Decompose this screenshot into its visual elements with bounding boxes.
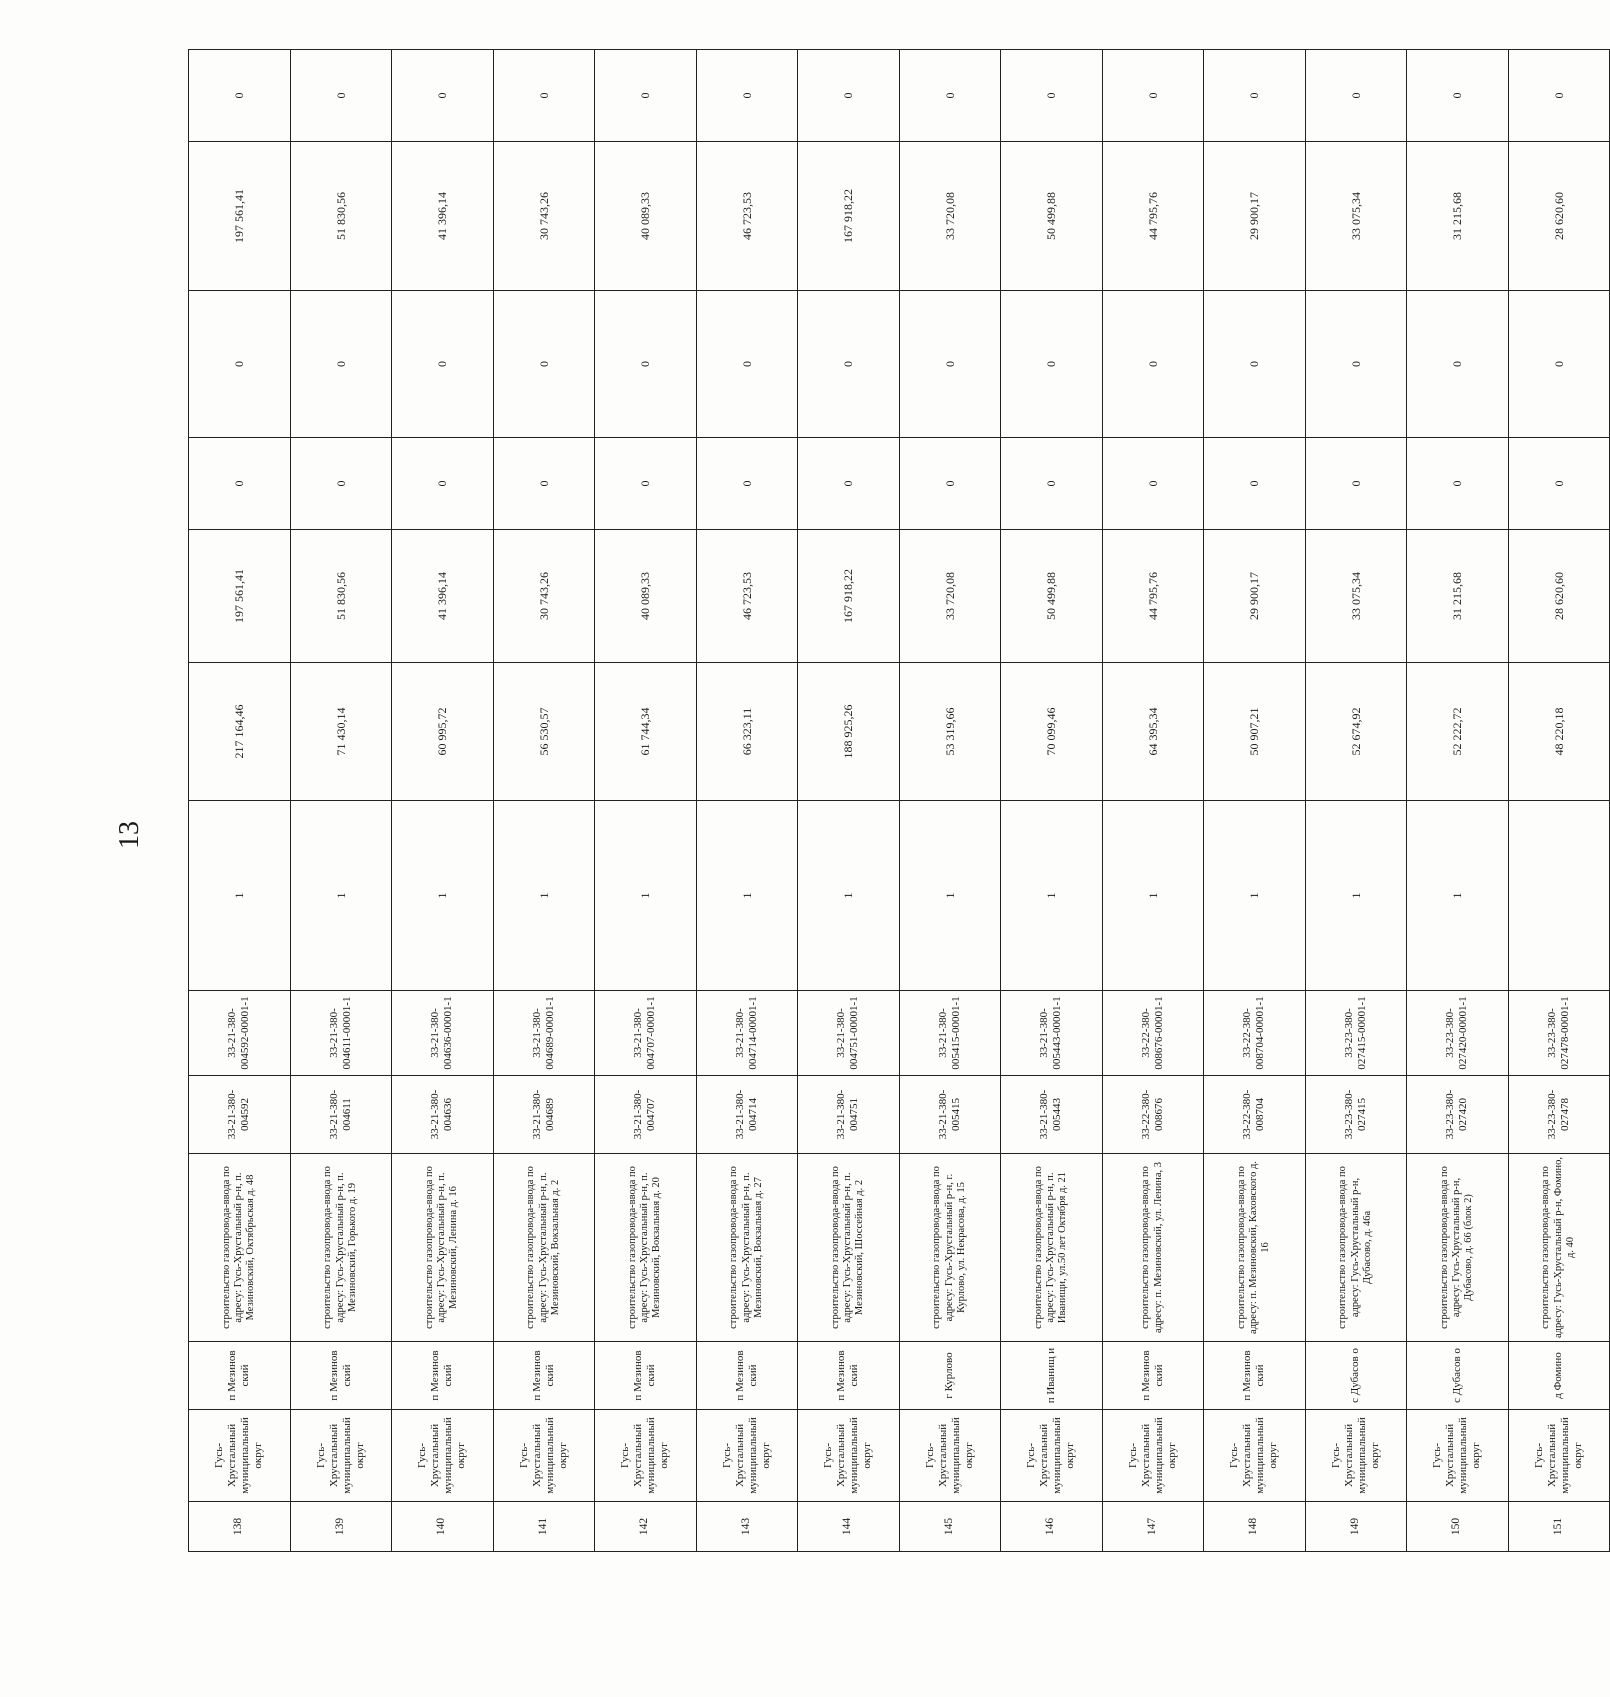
zero-cell-3: 0 xyxy=(899,50,1001,142)
total-cost-cell: 70 099,46 xyxy=(1001,663,1103,801)
locality-cell: п Мезинов ский xyxy=(798,1342,900,1410)
zero-cell-2: 0 xyxy=(899,291,1001,438)
zero-cell-3: 0 xyxy=(1102,50,1204,142)
amount-cell: 29 900,17 xyxy=(1204,530,1306,663)
total-cost-cell: 48 220,18 xyxy=(1508,663,1610,801)
amount-repeat-cell: 41 396,14 xyxy=(392,142,494,291)
object-id-cell: 33-21-380-005443-00001-1 xyxy=(1001,991,1103,1076)
zero-cell-1: 0 xyxy=(696,438,798,530)
amount-repeat-cell: 51 830,56 xyxy=(290,142,392,291)
locality-cell: г Курлово xyxy=(899,1342,1001,1410)
work-description-cell: строительство газопровода-ввода по адресу: Гусь-Хрустальный р-н, п. Мезиновский, Ленина д. 16 xyxy=(392,1154,494,1342)
zero-cell-1: 0 xyxy=(899,438,1001,530)
locality-cell: п Мезинов ский xyxy=(595,1342,697,1410)
table-row xyxy=(1102,50,1204,1552)
district-cell: Гусь-Хрустальный муниципальный округ xyxy=(1102,1410,1204,1502)
work-description-cell: строительство газопровода-ввода по адресу: Гусь-Хрустальный р-н, п. Мезиновский, Вокзальная д. 2 xyxy=(493,1154,595,1342)
zero-cell-3: 0 xyxy=(290,50,392,142)
table-row xyxy=(189,50,291,1552)
zero-cell-3: 0 xyxy=(1407,50,1509,142)
object-id-cell: 33-22-380-008676-00001-1 xyxy=(1102,991,1204,1076)
code-cell: 33-21-380-005443 xyxy=(1001,1076,1103,1154)
quantity-cell: 1 xyxy=(899,801,1001,991)
work-description-cell: строительство газопровода-ввода по адресу: Гусь-Хрустальный р-н, п. Мезиновский, Вокзальная д. 27 xyxy=(696,1154,798,1342)
rotated-table-wrapper xyxy=(188,92,1610,1552)
district-cell: Гусь-Хрустальный муниципальный округ xyxy=(1508,1410,1610,1502)
amount-cell: 50 499,88 xyxy=(1001,530,1103,663)
work-description-cell: строительство газопровода-ввода по адресу: Гусь-Хрустальный р-н, п. Мезиновский, Октябрьская д. 48 xyxy=(189,1154,291,1342)
page-number: 13 xyxy=(114,821,145,849)
amount-repeat-cell: 46 723,53 xyxy=(696,142,798,291)
total-cost-cell: 53 319,66 xyxy=(899,663,1001,801)
work-description-cell: строительство газопровода-ввода по адресу: Гусь-Хрустальный р-н, Фомино, д. 40 xyxy=(1508,1154,1610,1342)
locality-cell: п Мезинов ский xyxy=(392,1342,494,1410)
table-row xyxy=(595,50,697,1552)
row-number: 139 xyxy=(290,1502,392,1552)
table-row xyxy=(493,50,595,1552)
code-cell: 33-21-380-004707 xyxy=(595,1076,697,1154)
work-description-cell: строительство газопровода-ввода по адресу: п. Мезиновский, ул. Ленина, 3 xyxy=(1102,1154,1204,1342)
district-cell: Гусь-Хрустальный муниципальный округ xyxy=(392,1410,494,1502)
zero-cell-3: 0 xyxy=(798,50,900,142)
amount-cell: 28 620,60 xyxy=(1508,530,1610,663)
row-number: 147 xyxy=(1102,1502,1204,1552)
zero-cell-3: 0 xyxy=(1305,50,1407,142)
amount-cell: 44 795,76 xyxy=(1102,530,1204,663)
quantity-cell: 1 xyxy=(1407,801,1509,991)
object-id-cell: 33-21-380-004707-00001-1 xyxy=(595,991,697,1076)
code-cell: 33-22-380-008704 xyxy=(1204,1076,1306,1154)
work-description-cell: строительство газопровода-ввода по адресу: Гусь-Хрустальный р-н, п. Мезиновский, Шоссейная д. 2 xyxy=(798,1154,900,1342)
quantity-cell: 1 xyxy=(595,801,697,991)
zero-cell-1: 0 xyxy=(1102,438,1204,530)
total-cost-cell: 188 925,26 xyxy=(798,663,900,801)
locality-cell: п Мезинов ский xyxy=(1102,1342,1204,1410)
zero-cell-1: 0 xyxy=(1204,438,1306,530)
code-cell: 33-21-380-004636 xyxy=(392,1076,494,1154)
district-cell: Гусь-Хрустальный муниципальный округ xyxy=(1001,1410,1103,1502)
amount-cell: 33 075,34 xyxy=(1305,530,1407,663)
quantity-cell: 1 xyxy=(1305,801,1407,991)
zero-cell-2: 0 xyxy=(1102,291,1204,438)
table-row xyxy=(696,50,798,1552)
row-number: 138 xyxy=(189,1502,291,1552)
work-description-cell: строительство газопровода-ввода по адресу: Гусь-Хрустальный р-н, Дубасово, д. 46а xyxy=(1305,1154,1407,1342)
quantity-cell: 1 xyxy=(798,801,900,991)
work-description-cell: строительство газопровода-ввода по адресу: Гусь-Хрустальный р-н, г. Курлово, ул. Некрасова, д. 15 xyxy=(899,1154,1001,1342)
total-cost-cell: 71 430,14 xyxy=(290,663,392,801)
amount-cell: 40 089,33 xyxy=(595,530,697,663)
quantity-cell: 1 xyxy=(392,801,494,991)
district-cell: Гусь-Хрустальный муниципальный округ xyxy=(493,1410,595,1502)
row-number: 141 xyxy=(493,1502,595,1552)
object-id-cell: 33-23-380-027478-00001-1 xyxy=(1508,991,1610,1076)
table-row xyxy=(1001,50,1103,1552)
zero-cell-2: 0 xyxy=(1001,291,1103,438)
zero-cell-2: 0 xyxy=(493,291,595,438)
zero-cell-3: 0 xyxy=(493,50,595,142)
row-number: 146 xyxy=(1001,1502,1103,1552)
quantity-cell xyxy=(1508,801,1610,991)
table-row xyxy=(290,50,392,1552)
work-description-cell: строительство газопровода-ввода по адресу: Гусь-Хрустальный р-н, п. Иванищи, ул.50 лет Октября д. 21 xyxy=(1001,1154,1103,1342)
object-id-cell: 33-22-380-008704-00001-1 xyxy=(1204,991,1306,1076)
locality-cell: п Мезинов ский xyxy=(1204,1342,1306,1410)
code-cell: 33-23-380-027415 xyxy=(1305,1076,1407,1154)
district-cell: Гусь-Хрустальный муниципальный округ xyxy=(595,1410,697,1502)
zero-cell-2: 0 xyxy=(1305,291,1407,438)
zero-cell-1: 0 xyxy=(1305,438,1407,530)
amount-repeat-cell: 50 499,88 xyxy=(1001,142,1103,291)
amount-repeat-cell: 33 075,34 xyxy=(1305,142,1407,291)
zero-cell-1: 0 xyxy=(189,438,291,530)
zero-cell-3: 0 xyxy=(595,50,697,142)
register-table xyxy=(188,49,1610,1552)
zero-cell-2: 0 xyxy=(798,291,900,438)
work-description-cell: строительство газопровода-ввода по адресу: Гусь-Хрустальный р-н, Дубасово, д. 66 (блок 2) xyxy=(1407,1154,1509,1342)
code-cell: 33-21-380-004751 xyxy=(798,1076,900,1154)
amount-repeat-cell: 44 795,76 xyxy=(1102,142,1204,291)
code-cell: 33-21-380-004611 xyxy=(290,1076,392,1154)
object-id-cell: 33-21-380-004714-00001-1 xyxy=(696,991,798,1076)
zero-cell-2: 0 xyxy=(696,291,798,438)
code-cell: 33-23-380-027420 xyxy=(1407,1076,1509,1154)
district-cell: Гусь-Хрустальный муниципальный округ xyxy=(696,1410,798,1502)
table-row xyxy=(1204,50,1306,1552)
amount-repeat-cell: 197 561,41 xyxy=(189,142,291,291)
locality-cell: п Мезинов ский xyxy=(493,1342,595,1410)
amount-repeat-cell: 30 743,26 xyxy=(493,142,595,291)
district-cell: Гусь-Хрустальный муниципальный округ xyxy=(798,1410,900,1502)
code-cell: 33-21-380-005415 xyxy=(899,1076,1001,1154)
zero-cell-1: 0 xyxy=(290,438,392,530)
amount-cell: 31 215,68 xyxy=(1407,530,1509,663)
total-cost-cell: 61 744,34 xyxy=(595,663,697,801)
amount-repeat-cell: 167 918,22 xyxy=(798,142,900,291)
object-id-cell: 33-21-380-004636-00001-1 xyxy=(392,991,494,1076)
quantity-cell: 1 xyxy=(696,801,798,991)
object-id-cell: 33-23-380-027415-00001-1 xyxy=(1305,991,1407,1076)
table-row xyxy=(798,50,900,1552)
total-cost-cell: 60 995,72 xyxy=(392,663,494,801)
zero-cell-2: 0 xyxy=(1407,291,1509,438)
row-number: 151 xyxy=(1508,1502,1610,1552)
zero-cell-1: 0 xyxy=(1407,438,1509,530)
district-cell: Гусь-Хрустальный муниципальный округ xyxy=(1204,1410,1306,1502)
table-row xyxy=(1305,50,1407,1552)
zero-cell-2: 0 xyxy=(1204,291,1306,438)
row-number: 150 xyxy=(1407,1502,1509,1552)
total-cost-cell: 52 222,72 xyxy=(1407,663,1509,801)
total-cost-cell: 66 323,11 xyxy=(696,663,798,801)
amount-cell: 46 723,53 xyxy=(696,530,798,663)
quantity-cell: 1 xyxy=(493,801,595,991)
zero-cell-1: 0 xyxy=(798,438,900,530)
zero-cell-3: 0 xyxy=(189,50,291,142)
locality-cell: д Фомино xyxy=(1508,1342,1610,1410)
object-id-cell: 33-23-380-027420-00001-1 xyxy=(1407,991,1509,1076)
amount-cell: 30 743,26 xyxy=(493,530,595,663)
zero-cell-2: 0 xyxy=(392,291,494,438)
work-description-cell: строительство газопровода-ввода по адресу: Гусь-Хрустальный р-н, п. Мезиновский, Горького д. 19 xyxy=(290,1154,392,1342)
row-number: 145 xyxy=(899,1502,1001,1552)
zero-cell-2: 0 xyxy=(189,291,291,438)
amount-cell: 33 720,08 xyxy=(899,530,1001,663)
object-id-cell: 33-21-380-004592-00001-1 xyxy=(189,991,291,1076)
table-row xyxy=(1407,50,1509,1552)
zero-cell-3: 0 xyxy=(1508,50,1610,142)
zero-cell-2: 0 xyxy=(1508,291,1610,438)
zero-cell-2: 0 xyxy=(595,291,697,438)
quantity-cell: 1 xyxy=(1001,801,1103,991)
quantity-cell: 1 xyxy=(189,801,291,991)
quantity-cell: 1 xyxy=(290,801,392,991)
table-row xyxy=(899,50,1001,1552)
quantity-cell: 1 xyxy=(1204,801,1306,991)
total-cost-cell: 64 395,34 xyxy=(1102,663,1204,801)
total-cost-cell: 52 674,92 xyxy=(1305,663,1407,801)
total-cost-cell: 217 164,46 xyxy=(189,663,291,801)
district-cell: Гусь-Хрустальный муниципальный округ xyxy=(1407,1410,1509,1502)
object-id-cell: 33-21-380-004611-00001-1 xyxy=(290,991,392,1076)
row-number: 148 xyxy=(1204,1502,1306,1552)
object-id-cell: 33-21-380-005415-00001-1 xyxy=(899,991,1001,1076)
district-cell: Гусь-Хрустальный муниципальный округ xyxy=(1305,1410,1407,1502)
district-cell: Гусь-Хрустальный муниципальный округ xyxy=(290,1410,392,1502)
amount-repeat-cell: 29 900,17 xyxy=(1204,142,1306,291)
zero-cell-1: 0 xyxy=(595,438,697,530)
row-number: 142 xyxy=(595,1502,697,1552)
amount-repeat-cell: 28 620,60 xyxy=(1508,142,1610,291)
total-cost-cell: 56 530,57 xyxy=(493,663,595,801)
row-number: 144 xyxy=(798,1502,900,1552)
table-row xyxy=(1508,50,1610,1552)
amount-repeat-cell: 33 720,08 xyxy=(899,142,1001,291)
zero-cell-2: 0 xyxy=(290,291,392,438)
code-cell: 33-23-380-027478 xyxy=(1508,1076,1610,1154)
total-cost-cell: 50 907,21 xyxy=(1204,663,1306,801)
zero-cell-1: 0 xyxy=(1508,438,1610,530)
amount-cell: 197 561,41 xyxy=(189,530,291,663)
table-row xyxy=(392,50,494,1552)
code-cell: 33-21-380-004689 xyxy=(493,1076,595,1154)
zero-cell-3: 0 xyxy=(1001,50,1103,142)
code-cell: 33-21-380-004714 xyxy=(696,1076,798,1154)
amount-cell: 41 396,14 xyxy=(392,530,494,663)
zero-cell-3: 0 xyxy=(1204,50,1306,142)
amount-cell: 51 830,56 xyxy=(290,530,392,663)
locality-cell: п Иванищ и xyxy=(1001,1342,1103,1410)
locality-cell: с Дубасов о xyxy=(1305,1342,1407,1410)
zero-cell-3: 0 xyxy=(696,50,798,142)
code-cell: 33-22-380-008676 xyxy=(1102,1076,1204,1154)
zero-cell-1: 0 xyxy=(392,438,494,530)
zero-cell-3: 0 xyxy=(392,50,494,142)
district-cell: Гусь-Хрустальный муниципальный округ xyxy=(899,1410,1001,1502)
amount-repeat-cell: 40 089,33 xyxy=(595,142,697,291)
work-description-cell: строительство газопровода-ввода по адресу: Гусь-Хрустальный р-н, п. Мезиновский, Вокзальная д. 20 xyxy=(595,1154,697,1342)
object-id-cell: 33-21-380-004689-00001-1 xyxy=(493,991,595,1076)
locality-cell: п Мезинов ский xyxy=(290,1342,392,1410)
district-cell: Гусь-Хрустальный муниципальный округ xyxy=(189,1410,291,1502)
zero-cell-1: 0 xyxy=(493,438,595,530)
zero-cell-1: 0 xyxy=(1001,438,1103,530)
row-number: 149 xyxy=(1305,1502,1407,1552)
locality-cell: п Мезинов ский xyxy=(696,1342,798,1410)
amount-cell: 167 918,22 xyxy=(798,530,900,663)
work-description-cell: строительство газопровода-ввода по адресу: п. Мезиновский, Каховского д. 16 xyxy=(1204,1154,1306,1342)
locality-cell: с Дубасов о xyxy=(1407,1342,1509,1410)
table-body xyxy=(189,50,1610,1552)
row-number: 143 xyxy=(696,1502,798,1552)
locality-cell: п Мезинов ский xyxy=(189,1342,291,1410)
object-id-cell: 33-21-380-004751-00001-1 xyxy=(798,991,900,1076)
code-cell: 33-21-380-004592 xyxy=(189,1076,291,1154)
quantity-cell: 1 xyxy=(1102,801,1204,991)
row-number: 140 xyxy=(392,1502,494,1552)
amount-repeat-cell: 31 215,68 xyxy=(1407,142,1509,291)
